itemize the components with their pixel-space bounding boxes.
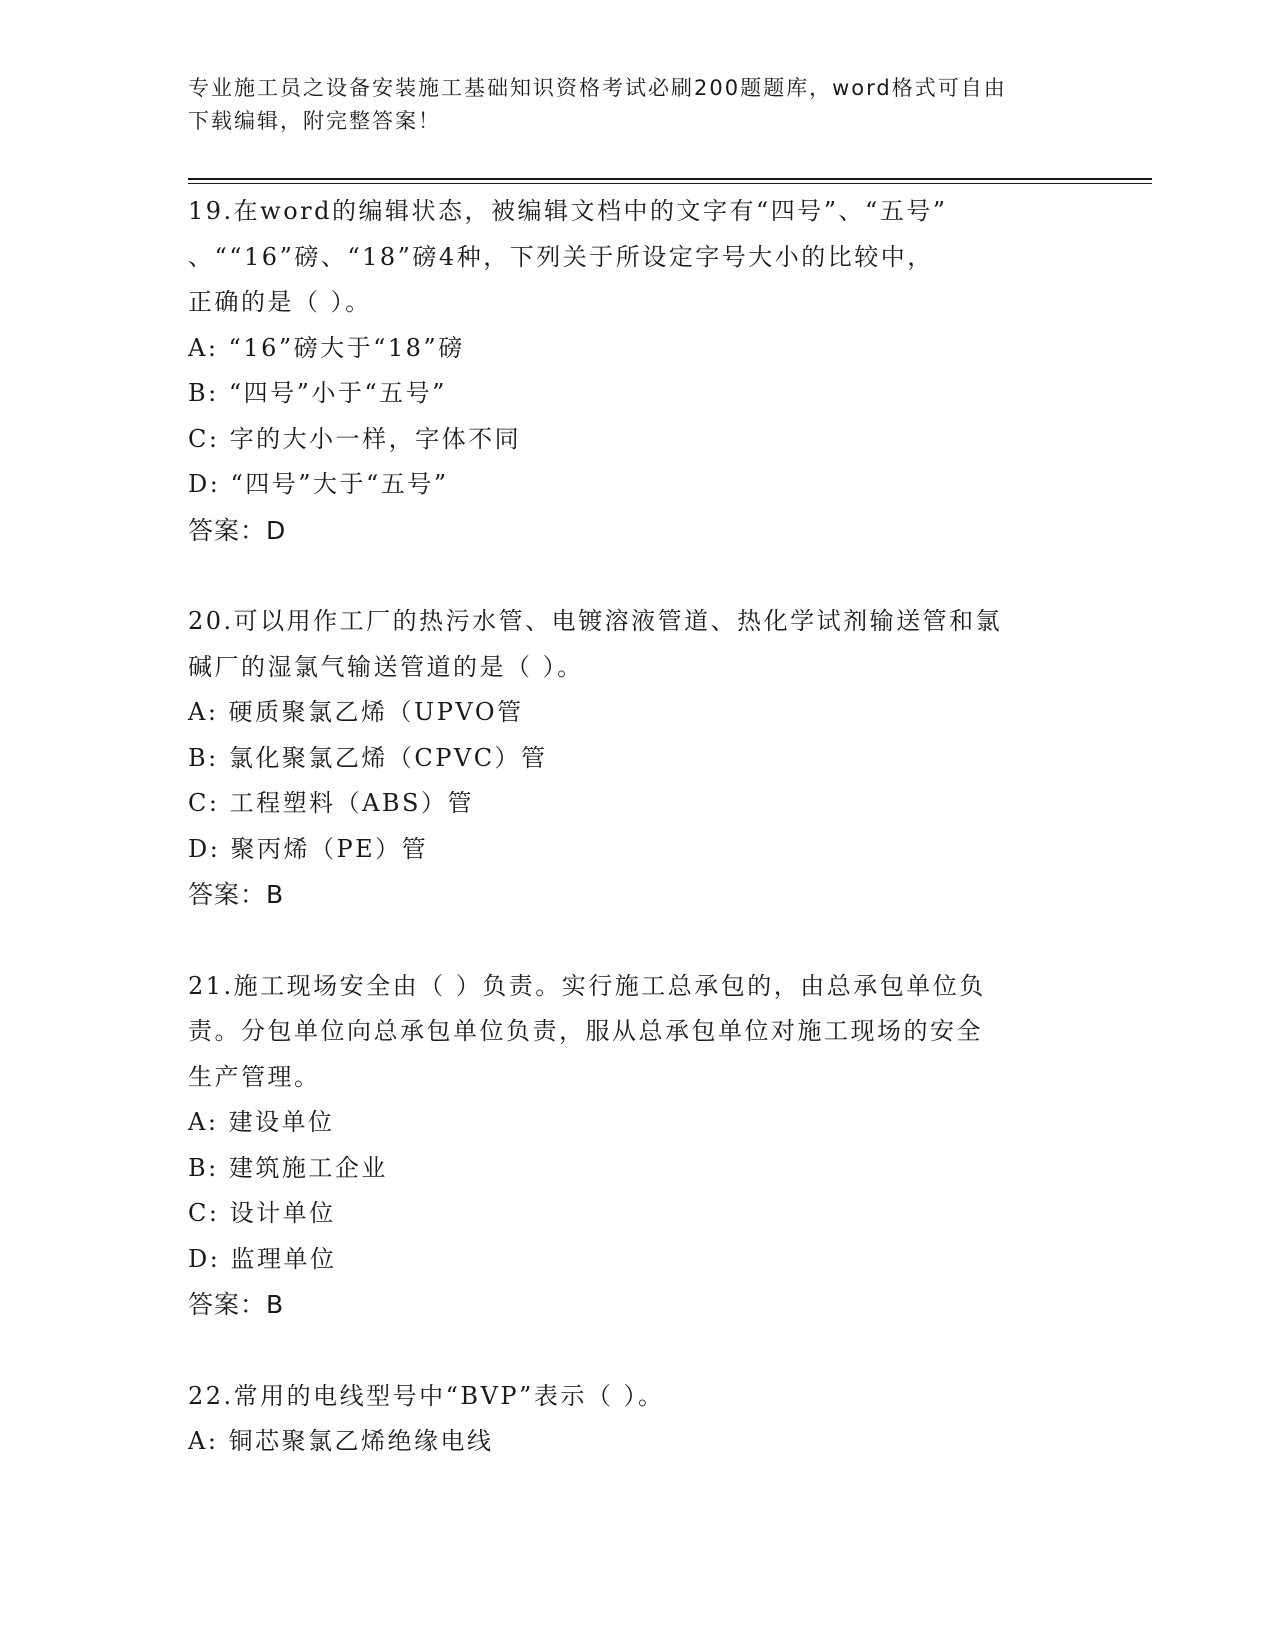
header-divider-thin xyxy=(188,183,1152,184)
question-stem-line: 20.可以用作工厂的热污水管、电镀溶液管道、热化学试剂输送管和氯 xyxy=(188,607,1003,635)
question-list xyxy=(188,189,1088,1511)
question-20 xyxy=(188,599,1088,918)
option-d: D: “四号”大于“五号” xyxy=(188,470,449,498)
answer-label: 答案：B xyxy=(188,1290,285,1319)
question-stem-line: 生产管理。 xyxy=(188,1062,321,1091)
option-d: D: 监理单位 xyxy=(188,1244,337,1273)
question-stem-line: 碱厂的湿氯气输送管道的是（ ）。 xyxy=(188,652,584,681)
question-stem-line: 正确的是（ ）。 xyxy=(188,288,372,316)
question-22 xyxy=(188,1374,1088,1465)
question-stem-line: 责。分包单位向总承包单位负责，服从总承包单位对施工现场的安全 xyxy=(188,1017,983,1045)
question-21 xyxy=(188,964,1088,1328)
question-stem-line: 22.常用的电线型号中“BVP”表示（ ）。 xyxy=(188,1381,665,1410)
question-stem-line: 21.施工现场安全由（ ）负责。实行施工总承包的，由总承包单位负 xyxy=(188,971,986,1000)
option-c: C: 设计单位 xyxy=(188,1199,336,1227)
option-b: B: 氯化聚氯乙烯（CPVC）管 xyxy=(188,743,548,772)
document-header xyxy=(188,72,1068,138)
header-divider-thick xyxy=(188,178,1152,180)
header-line-1: 专业施工员之设备安装施工基础知识资格考试必刷200题题库，word格式可自由 xyxy=(188,76,1007,100)
question-stem-line: 19.在word的编辑状态，被编辑文档中的文字有“四号”、“五号” xyxy=(188,197,948,225)
answer-label: 答案：D xyxy=(188,515,287,545)
option-b: B: 建筑施工企业 xyxy=(188,1153,388,1182)
option-b: B: “四号”小于“五号” xyxy=(188,379,447,407)
option-a: A: 硬质聚氯乙烯（UPVO管 xyxy=(188,698,524,726)
question-19 xyxy=(188,189,1088,553)
answer-label: 答案：B xyxy=(188,880,285,909)
option-a: A: “16”磅大于“18”磅 xyxy=(188,333,465,362)
option-d: D: 聚丙烯（PE）管 xyxy=(188,834,429,863)
header-line-2: 下载编辑，附完整答案！ xyxy=(188,109,441,133)
option-a: A: 建设单位 xyxy=(188,1108,335,1136)
option-a: A: 铜芯聚氯乙烯绝缘电线 xyxy=(188,1427,494,1455)
question-stem-line: 、““16”磅、“18”磅4种，下列关于所设定字号大小的比较中， xyxy=(188,242,934,271)
option-c: C: 工程塑料（ABS）管 xyxy=(188,789,474,817)
option-c: C: 字的大小一样，字体不同 xyxy=(188,424,522,453)
